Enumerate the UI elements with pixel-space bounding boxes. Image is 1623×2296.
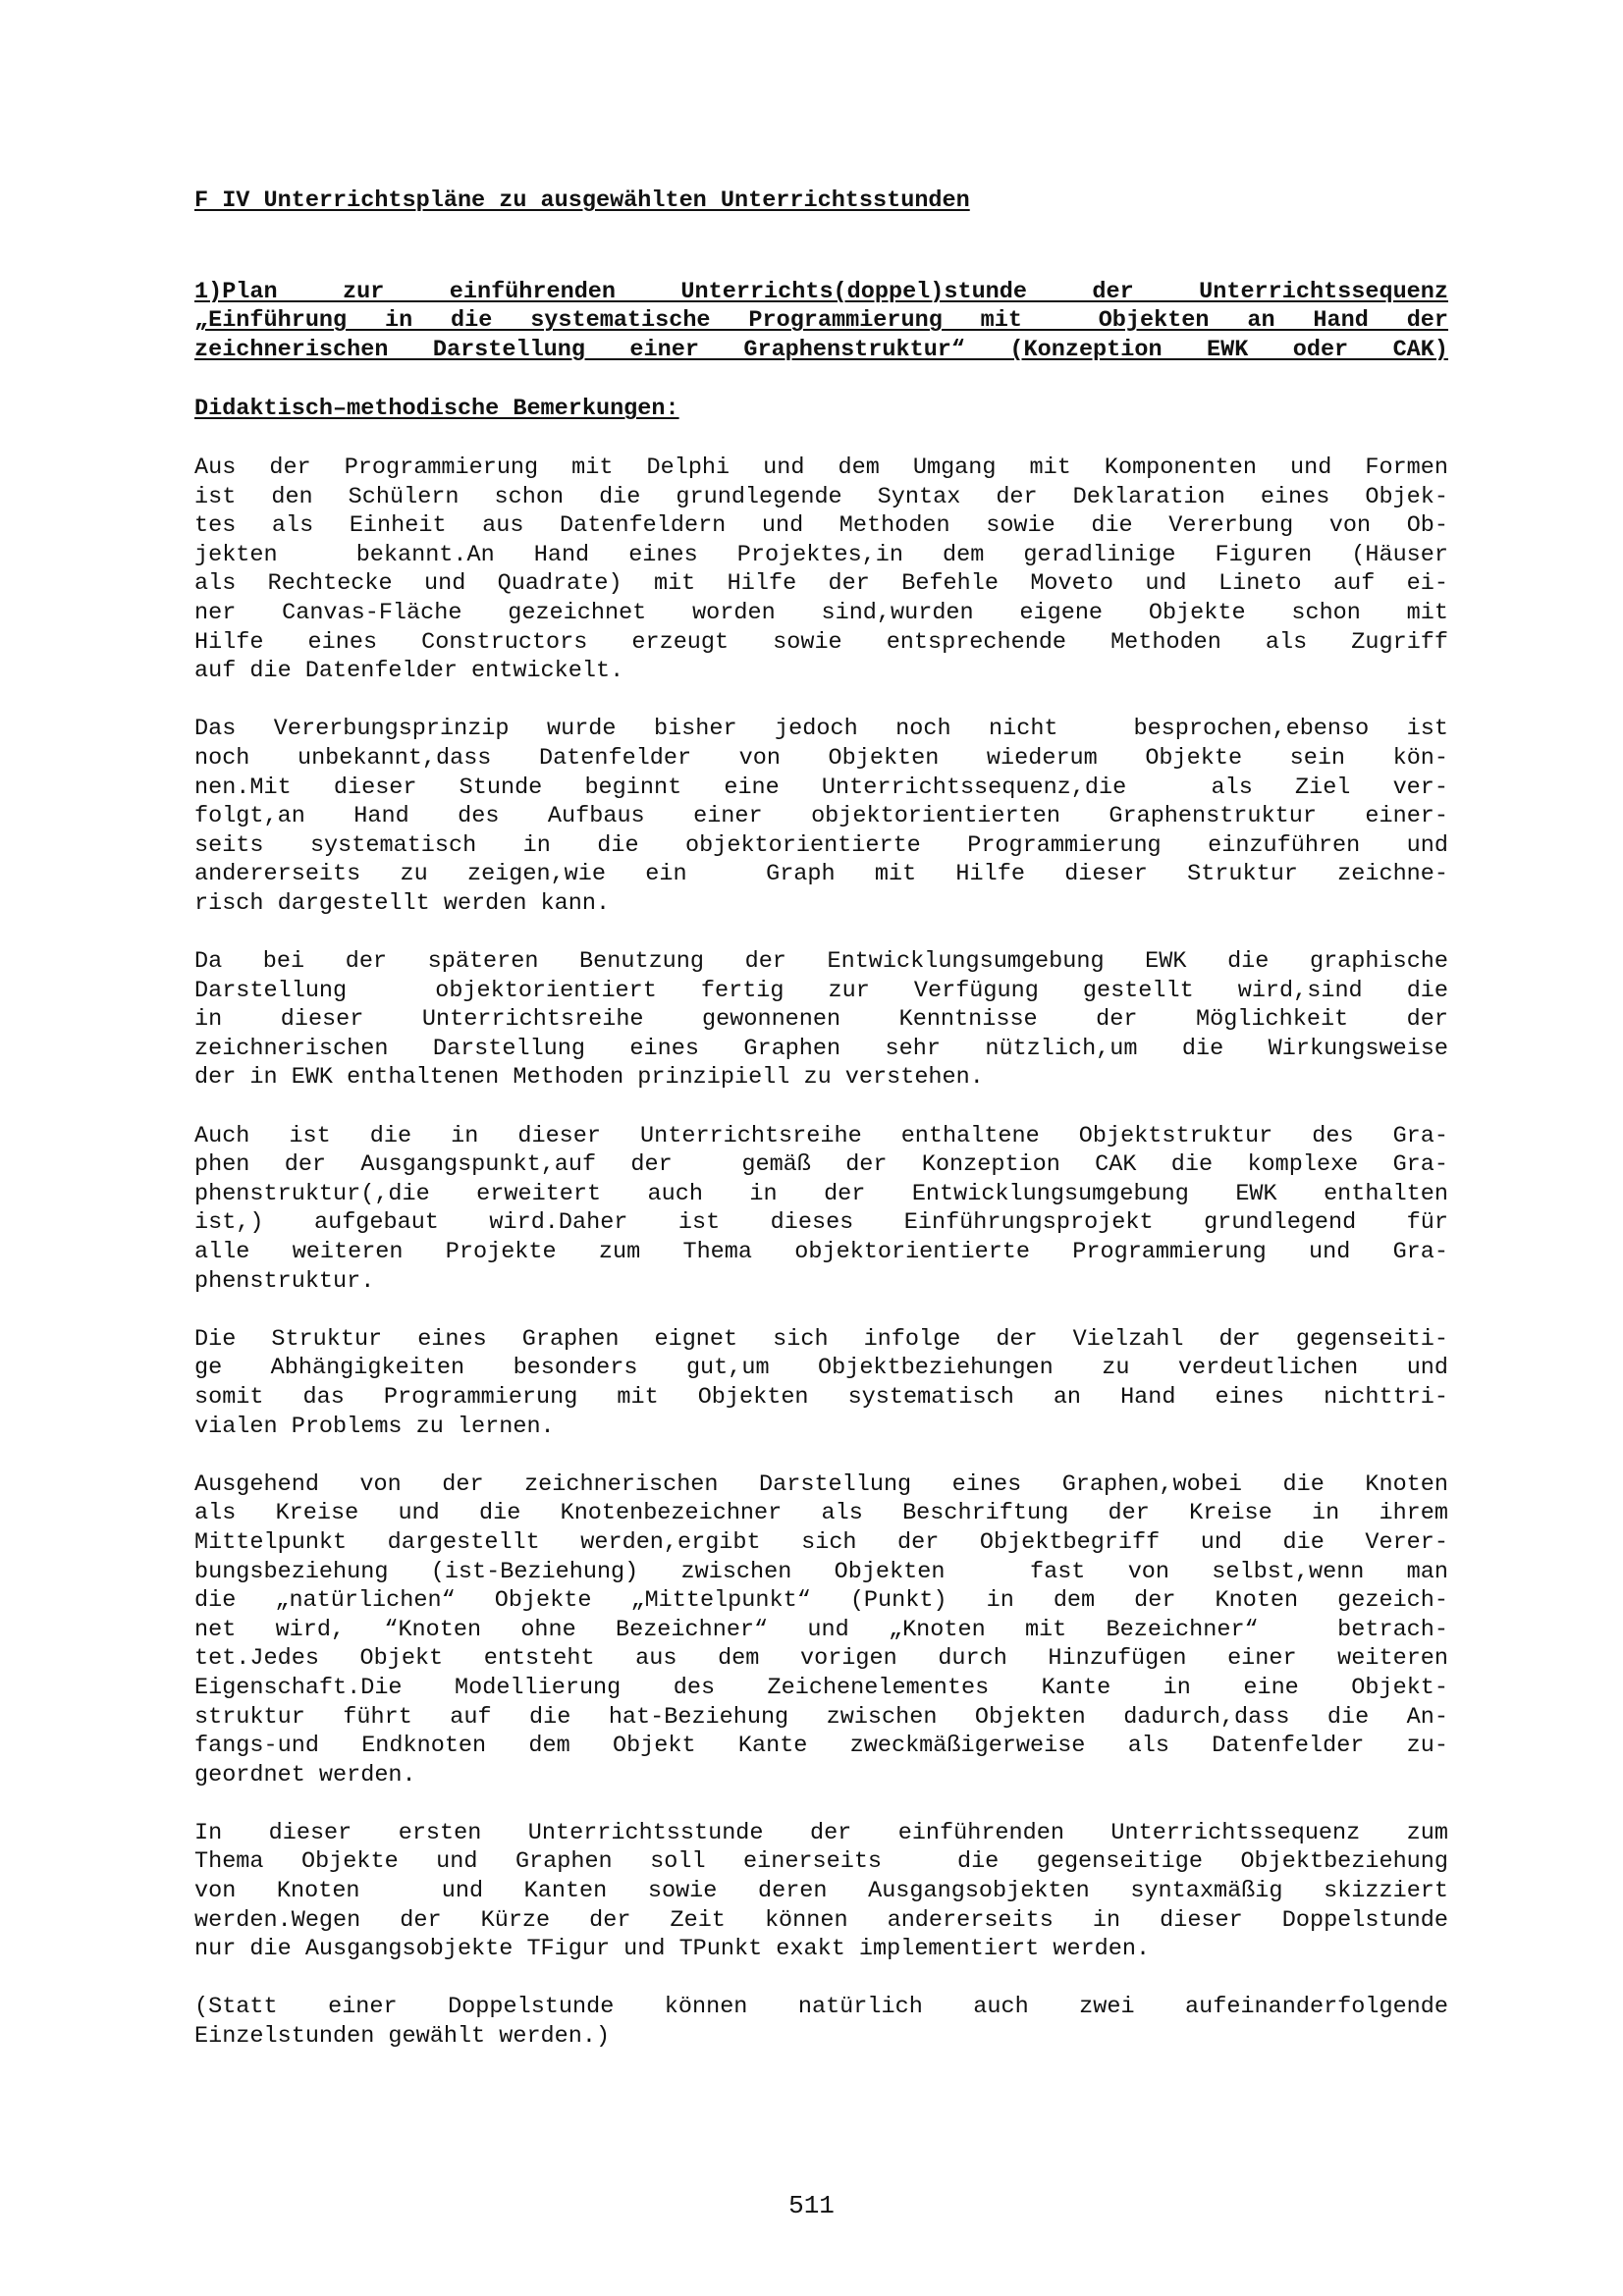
chapter-title: F IV Unterrichtspläne zu ausgewählten Unterrichtsstunden — [194, 187, 970, 214]
paragraph-line: der in EWK enthaltenen Methoden prinzipiell zu verstehen. — [194, 1064, 984, 1092]
paragraph-line: phenstruktur. — [194, 1267, 375, 1295]
paragraph-line: noch unbekannt,dass Datenfelder von Objekten wiederum Objekte sein kön- — [194, 744, 1448, 772]
plan-heading-line: zeichnerischen Darstellung einer Graphenstruktur“ (Konzeption EWK oder CAK) — [194, 336, 1448, 363]
paragraph-line: Aus der Programmierung mit Delphi und dem Umgang mit Komponenten und Formen — [194, 454, 1448, 481]
paragraph — [194, 1470, 1448, 1790]
paragraph — [194, 1325, 1448, 1441]
paragraph — [194, 454, 1448, 686]
paragraph-line: nen.Mit dieser Stunde beginnt eine Unterrichtssequenz,die als Ziel ver- — [194, 774, 1448, 801]
paragraph-line: somit das Programmierung mit Objekten systematisch an Hand eines nichttri- — [194, 1383, 1448, 1411]
paragraph — [194, 715, 1448, 918]
paragraph-line: als Kreise und die Knotenbezeichner als Beschriftung der Kreise in ihrem — [194, 1500, 1448, 1527]
paragraph-line: vialen Problems zu lernen. — [194, 1413, 555, 1440]
paragraph-line: tes als Einheit aus Datenfeldern und Methoden sowie die Vererbung von Ob- — [194, 512, 1448, 540]
paragraph-line: struktur führt auf die hat-Beziehung zwischen Objekten dadurch,dass die An- — [194, 1703, 1448, 1731]
paragraph-line: jekten bekannt.An Hand eines Projektes,in dem geradlinige Figuren (Häuser — [194, 541, 1448, 568]
paragraph-line: phenstruktur(,die erweitert auch in der Entwicklungsumgebung EWK enthalten — [194, 1180, 1448, 1207]
paragraph-line: Darstellung objektorientiert fertig zur Verfügung gestellt wird,sind die — [194, 977, 1448, 1004]
paragraph-line: auf die Datenfelder entwickelt. — [194, 658, 624, 685]
paragraph-line: Thema Objekte und Graphen soll einerseits die gegenseitige Objektbeziehung — [194, 1848, 1448, 1876]
paragraph-line: andererseits zu zeigen,wie ein Graph mit Hilfe dieser Struktur zeichne- — [194, 861, 1448, 888]
paragraph-line: (Statt einer Doppelstunde können natürlich auch zwei aufeinanderfolgende — [194, 1994, 1448, 2021]
document-page — [194, 187, 1448, 2080]
paragraph-line: phen der Ausgangspunkt,auf der gemäß der Konzeption CAK die komplexe Gra- — [194, 1151, 1448, 1179]
paragraph-line: ge Abhängigkeiten besonders gut,um Objektbeziehungen zu verdeutlichen und — [194, 1355, 1448, 1382]
plan-heading — [194, 278, 1448, 365]
paragraph-line: bungsbeziehung (ist-Beziehung) zwischen Objekten fast von selbst,wenn man — [194, 1558, 1448, 1585]
paragraph-line: seits systematisch in die objektorientierte Programmierung einzuführen und — [194, 831, 1448, 859]
paragraph-line: in dieser Unterrichtsreihe gewonnenen Kenntnisse der Möglichkeit der — [194, 1006, 1448, 1034]
paragraph-line: Ausgehend von der zeichnerischen Darstellung eines Graphen,wobei die Knoten — [194, 1470, 1448, 1498]
paragraph-line: geordnet werden. — [194, 1761, 416, 1789]
paragraph-line: In dieser ersten Unterrichtsstunde der einführenden Unterrichtssequenz zum — [194, 1819, 1448, 1846]
paragraph — [194, 1819, 1448, 1964]
paragraph — [194, 1993, 1448, 2051]
paragraph-line: net wird, “Knoten ohne Bezeichner“ und „Knoten mit Bezeichner“ betrach- — [194, 1616, 1448, 1643]
paragraph-line: ist,) aufgebaut wird.Daher ist dieses Einführungsprojekt grundlegend für — [194, 1209, 1448, 1237]
paragraph-line: Mittelpunkt dargestellt werden,ergibt sich der Objektbegriff und die Verer- — [194, 1528, 1448, 1556]
paragraph-line: als Rechtecke und Quadrate) mit Hilfe der Befehle Moveto und Lineto auf ei- — [194, 570, 1448, 598]
paragraph-line: zeichnerischen Darstellung eines Graphen sehr nützlich,um die Wirkungsweise — [194, 1035, 1448, 1062]
paragraph-line: werden.Wegen der Kürze der Zeit können andererseits in dieser Doppelstunde — [194, 1906, 1448, 1934]
paragraph-line: ist den Schülern schon die grundlegende Syntax der Deklaration eines Objek- — [194, 483, 1448, 510]
paragraph — [194, 947, 1448, 1093]
paragraph-line: Das Vererbungsprinzip wurde bisher jedoch noch nicht besprochen,ebenso ist — [194, 716, 1448, 743]
paragraph-line: die „natürlichen“ Objekte „Mittelpunkt“ (Punkt) in dem der Knoten gezeich- — [194, 1587, 1448, 1615]
paragraph-line: von Knoten und Kanten sowie deren Ausgangsobjekten syntaxmäßig skizziert — [194, 1878, 1448, 1905]
page-number: 511 — [788, 2191, 835, 2220]
paragraph-line: ner Canvas-Fläche gezeichnet worden sind,wurden eigene Objekte schon mit — [194, 599, 1448, 626]
section-heading: Didaktisch–methodische Bemerkungen: — [194, 396, 679, 423]
paragraph-line: Auch ist die in dieser Unterrichtsreihe enthaltene Objektstruktur des Gra- — [194, 1122, 1448, 1149]
plan-heading-line: „Einführung in die systematische Programmierung mit Objekten an Hand der — [194, 307, 1448, 335]
paragraph-line: Da bei der späteren Benutzung der Entwicklungsumgebung EWK die graphische — [194, 948, 1448, 976]
paragraph-line: folgt,an Hand des Aufbaus einer objektorientierten Graphenstruktur einer- — [194, 803, 1448, 830]
paragraph-line: alle weiteren Projekte zum Thema objektorientierte Programmierung und Gra- — [194, 1239, 1448, 1265]
body-text — [194, 454, 1448, 2052]
paragraph-line: fangs-und Endknoten dem Objekt Kante zweckmäßigerweise als Datenfelder zu- — [194, 1733, 1448, 1760]
paragraph-line: Hilfe eines Constructors erzeugt sowie entsprechende Methoden als Zugriff — [194, 628, 1448, 656]
paragraph-line: Eigenschaft.Die Modellierung des Zeichenelementes Kante in eine Objekt- — [194, 1674, 1448, 1701]
paragraph-line: tet.Jedes Objekt entsteht aus dem vorigen durch Hinzufügen einer weiteren — [194, 1645, 1448, 1673]
paragraph-line: Die Struktur eines Graphen eignet sich infolge der Vielzahl der gegenseiti- — [194, 1325, 1448, 1353]
paragraph-line: risch dargestellt werden kann. — [194, 889, 611, 917]
plan-heading-line: 1)Plan zur einführenden Unterrichts(doppel)stunde der Unterrichtssequenz — [194, 278, 1448, 305]
paragraph — [194, 1122, 1448, 1297]
paragraph-line: Einzelstunden gewählt werden.) — [194, 2023, 611, 2051]
paragraph-line: nur die Ausgangsobjekte TFigur und TPunkt exakt implementiert werden. — [194, 1936, 1151, 1963]
